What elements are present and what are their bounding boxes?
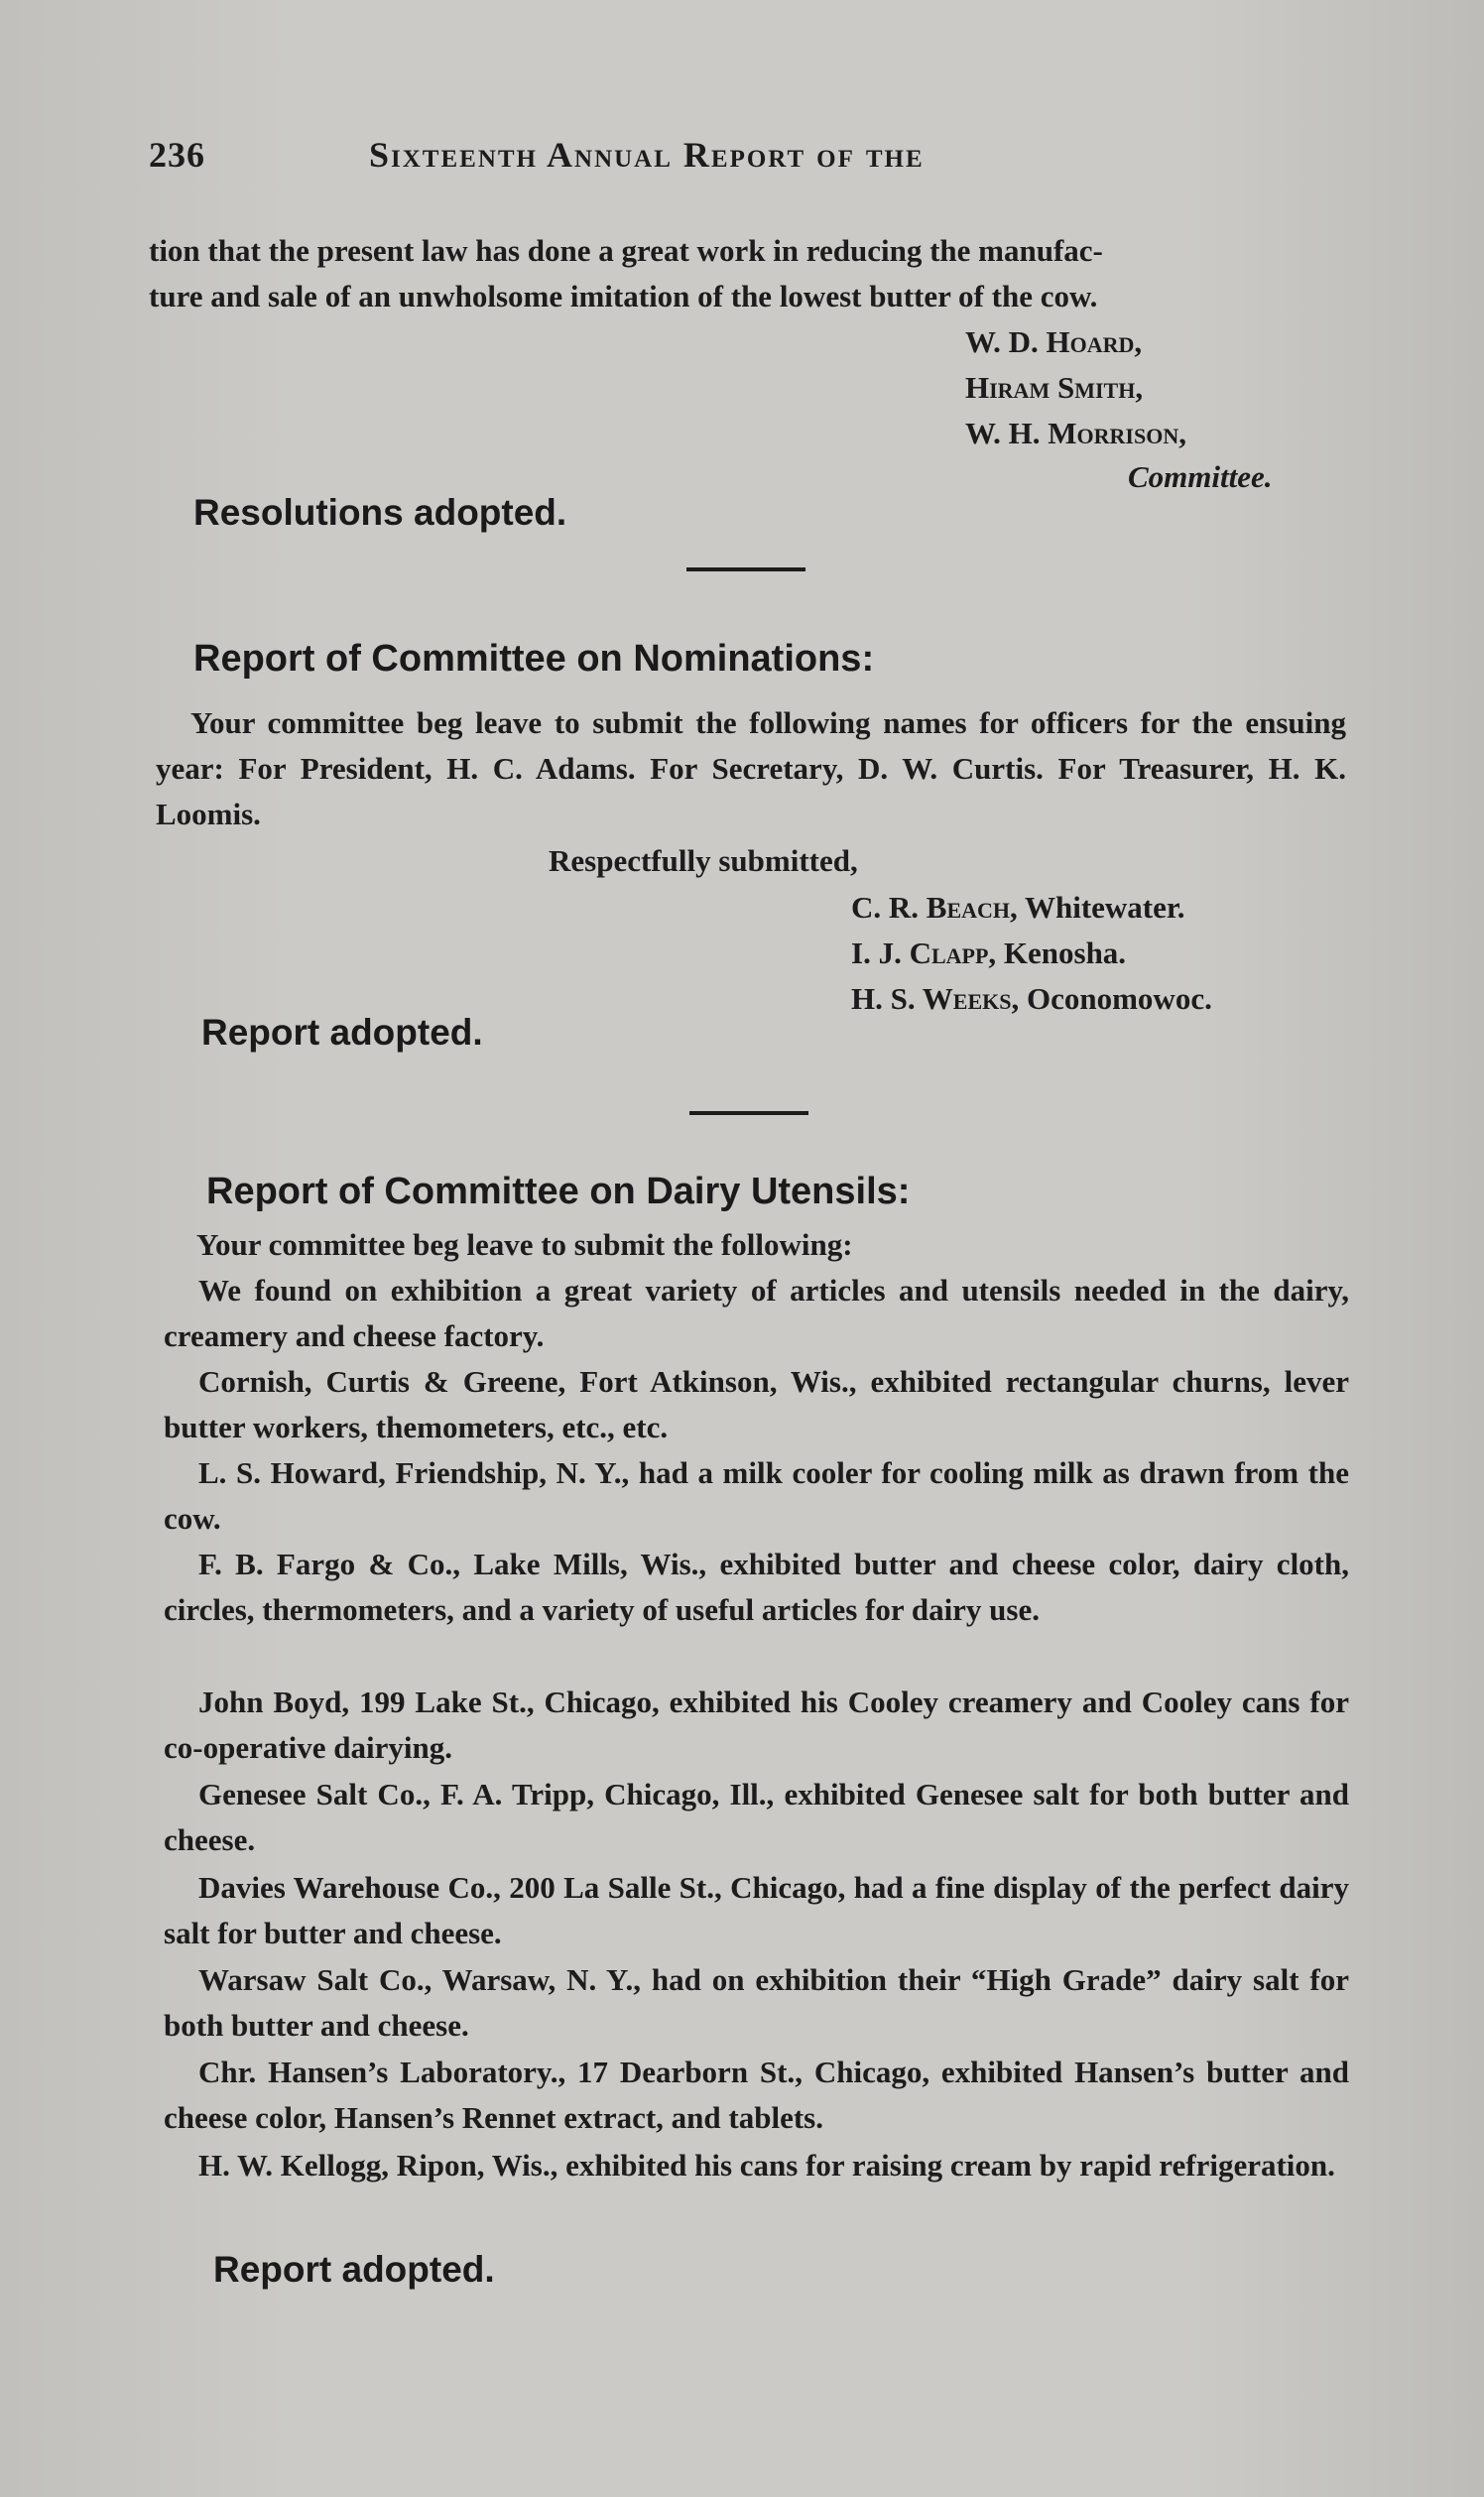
utensils-paragraph: Cornish, Curtis & Greene, Fort Atkinson, Wis., exhibited rectangular churns, lever butter workers, themometers, etc., etc. bbox=[164, 1364, 1349, 1444]
utensils-paragraph: Davies Warehouse Co., 200 La Salle St., Chicago, had a fine display of the perfect dairy salt for butter and cheese. bbox=[164, 1870, 1349, 1950]
utensils-adopted: Report adopted. bbox=[213, 2249, 495, 2290]
page-number: 236 bbox=[149, 135, 205, 175]
nominations-heading: Report of Committee on Nominations: bbox=[193, 638, 875, 680]
nominations-adopted: Report adopted. bbox=[201, 1012, 483, 1053]
signatory-smith: Hiram Smith, bbox=[965, 370, 1144, 405]
signatory-place: Kenosha. bbox=[1003, 936, 1127, 970]
utensils-paragraph: Chr. Hansen’s Laboratory., 17 Dearborn St., Chicago, exhibited Hansen’s butter and cheese color, Hansen’s Rennet extract, and tablets. bbox=[164, 2055, 1349, 2135]
utensils-intro: Your committee beg leave to submit the following: bbox=[196, 1227, 853, 1262]
signatory-name: I. J. Clapp, bbox=[851, 936, 997, 970]
utensils-heading: Report of Committee on Dairy Utensils: bbox=[206, 1171, 911, 1212]
committee-label: Committee. bbox=[1128, 459, 1273, 494]
signatory-place: Whitewater. bbox=[1024, 890, 1185, 925]
utensils-paragraph: Warsaw Salt Co., Warsaw, N. Y., had on exhibition their “High Grade” dairy salt for both butter and cheese. bbox=[164, 1962, 1349, 2043]
signatory-beach bbox=[851, 885, 1185, 931]
utensils-paragraph: F. B. Fargo & Co., Lake Mills, Wis., exhibited butter and cheese color, dairy cloth, circles, thermometers, and a variety of useful articles for dairy use. bbox=[164, 1547, 1349, 1627]
resolution-line-1: tion that the present law has done a great work in reducing the manufac- bbox=[149, 233, 1103, 268]
nominations-text: Your committee beg leave to submit the following names for officers for the ensuing year: For President, H. C. Adams. For Secretary, D. W. Curtis. For Treasurer, H. K. Loomis. bbox=[156, 705, 1346, 831]
utensils-paragraph: L. S. Howard, Friendship, N. Y., had a milk cooler for cooling milk as drawn from the cow. bbox=[164, 1455, 1349, 1536]
signatory-name: C. R. Beach, bbox=[851, 890, 1018, 925]
resolution-line-2: ture and sale of an unwholsome imitation of the lowest butter of the cow. bbox=[149, 279, 1098, 313]
utensils-paragraph: We found on exhibition a great variety of articles and utensils needed in the dairy, creamery and cheese factory. bbox=[164, 1273, 1349, 1353]
signatory-morrison: W. H. Morrison, bbox=[965, 416, 1186, 450]
signatory-name: H. S. Weeks, bbox=[851, 981, 1020, 1016]
resolutions-adopted: Resolutions adopted. bbox=[193, 492, 567, 533]
utensils-paragraph: John Boyd, 199 Lake St., Chicago, exhibited his Cooley creamery and Cooley cans for co-operative dairying. bbox=[164, 1685, 1349, 1765]
utensils-paragraph: Genesee Salt Co., F. A. Tripp, Chicago, Ill., exhibited Genesee salt for both butter and cheese. bbox=[164, 1777, 1349, 1857]
utensils-paragraph: H. W. Kellogg, Ripon, Wis., exhibited his cans for raising cream by rapid refrigeration. bbox=[198, 2148, 1335, 2183]
nominations-closing: Respectfully submitted, bbox=[549, 843, 858, 878]
signatory-weeks bbox=[851, 976, 1212, 1022]
signatory-clapp bbox=[851, 931, 1126, 976]
signatory-place: Oconomowoc. bbox=[1027, 981, 1212, 1016]
signatory-hoard: W. D. Hoard, bbox=[965, 324, 1143, 359]
section-divider bbox=[689, 1111, 808, 1115]
running-title: Sixteenth Annual Report of the bbox=[369, 135, 925, 175]
section-divider bbox=[686, 567, 805, 571]
